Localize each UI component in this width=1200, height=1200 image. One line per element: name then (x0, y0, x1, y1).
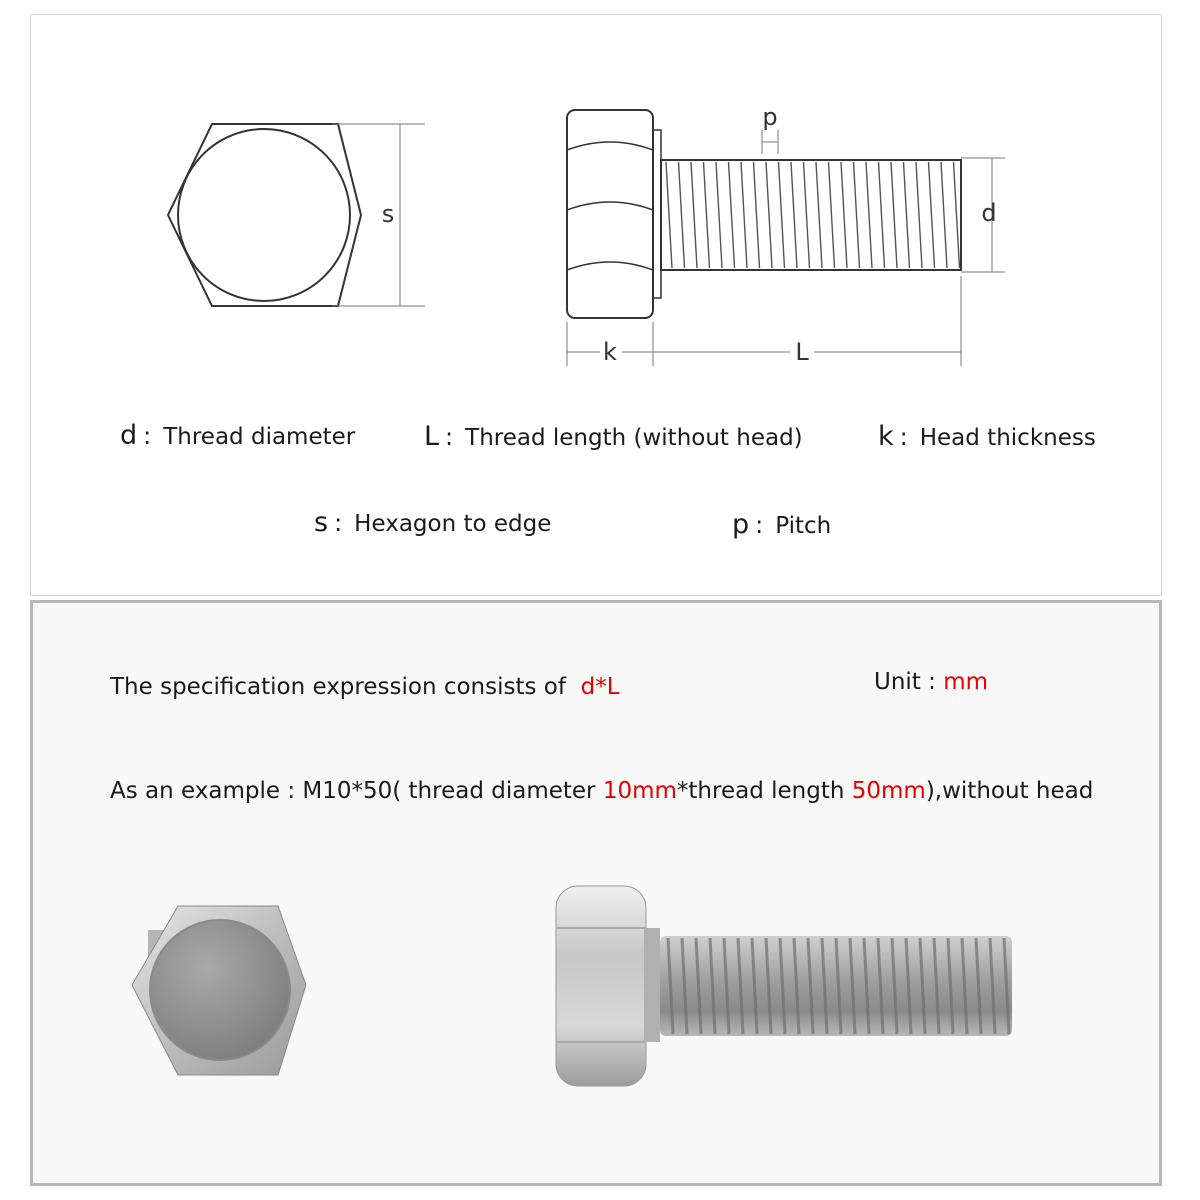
legend-symbol: L (424, 421, 440, 452)
bolt-side-view (540, 90, 1010, 380)
spec-expression: The specification expression consists of d*L (110, 674, 620, 700)
spec-formula: d*L (580, 674, 620, 700)
dim-label-k: k (603, 338, 617, 366)
example-line: As an example : M10*50( thread diameter 10mm*thread length 50mm),without head (110, 778, 1094, 804)
example-length-value: 50mm (851, 778, 926, 804)
legend-symbol: p (732, 509, 750, 540)
legend-text: Thread length (without head) (465, 425, 803, 451)
dim-label-d: d (981, 199, 997, 227)
bolt-head-photo (128, 900, 308, 1080)
legend-text: Head thickness (919, 425, 1096, 451)
legend-symbol: s (314, 507, 329, 538)
legend-item-p: p : Pitch (732, 509, 832, 540)
dim-label-s: s (381, 200, 395, 228)
unit-value: mm (943, 669, 989, 695)
legend-item-k: k : Head thickness (878, 421, 1096, 452)
legend-symbol: k (878, 421, 894, 452)
bolt-side-photo (548, 882, 1028, 1092)
legend-text: Hexagon to edge (354, 511, 552, 537)
hex-head-end-view (160, 118, 440, 318)
legend-text: Pitch (775, 513, 832, 539)
legend-item-L: L : Thread length (without head) (424, 421, 803, 452)
legend-item-d: d : Thread diameter (120, 420, 356, 451)
unit-label: Unit : mm (874, 669, 989, 695)
example-diameter-value: 10mm (602, 778, 677, 804)
legend-symbol: d (120, 420, 138, 451)
legend-text: Thread diameter (163, 424, 356, 450)
dim-label-L: L (795, 338, 809, 366)
legend-item-s: s : Hexagon to edge (314, 507, 552, 538)
dim-label-p: p (762, 103, 778, 131)
